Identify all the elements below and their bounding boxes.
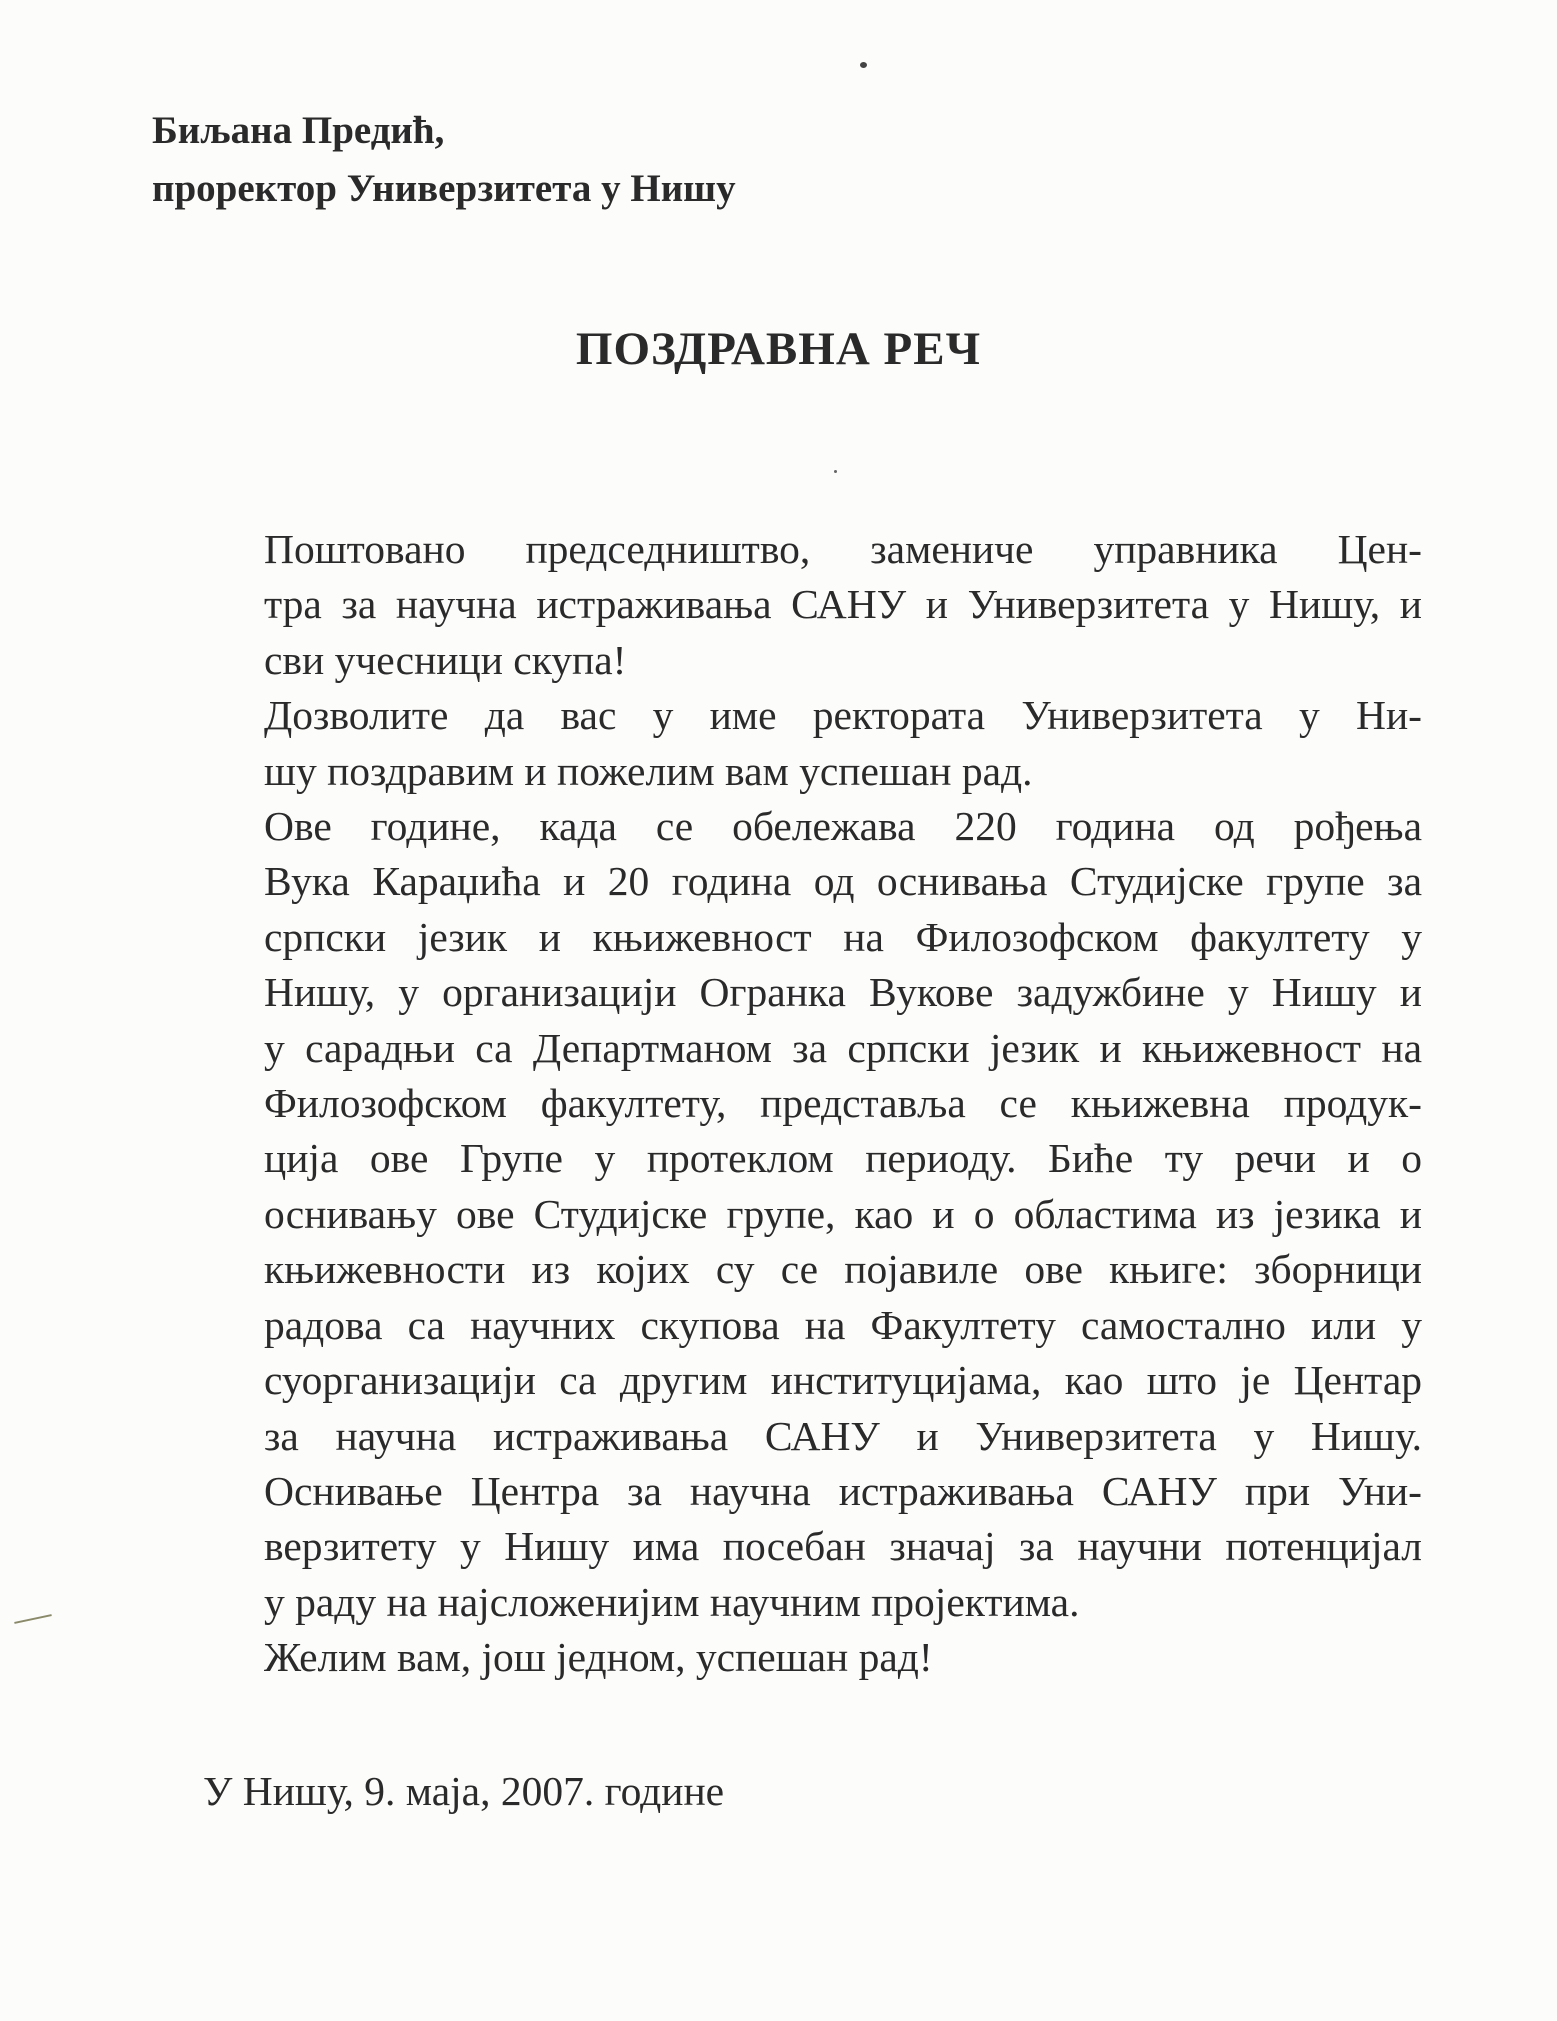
scan-mark xyxy=(14,1614,52,1624)
body-text xyxy=(148,522,1422,1686)
paragraph-line: Дозволите да вас у име ректората Универзитета у Ни- xyxy=(264,692,1422,739)
paragraph-line: у сарадњи са Департманом за српски језик и књижевност на xyxy=(264,1024,1422,1071)
paragraph-line: Ове године, када се обележава 220 година од рођења xyxy=(264,803,1422,850)
closing-line: У Нишу, 9. маја, 2007. године xyxy=(203,1768,725,1814)
paragraph-line: Филозофском факултету, представља се књижевна продук- xyxy=(264,1080,1422,1127)
paragraph-line: верзитету у Нишу има посебан значај за научни потенцијал xyxy=(264,1523,1422,1570)
paragraph-line: суорганизацији са другим институцијама, као што је Центар xyxy=(264,1357,1422,1404)
paragraph-line: Нишу, у организацији Огранка Вукове задужбине у Нишу и xyxy=(264,969,1422,1016)
paragraph-line: Вука Караџића и 20 година од оснивања Студијске групе за xyxy=(264,858,1422,905)
paragraph xyxy=(148,799,1422,1630)
author-name: Биљана Предић, xyxy=(152,109,445,152)
paragraph-line: оснивању ове Студијске групе, као и о областима из језика и xyxy=(264,1190,1422,1237)
paragraph xyxy=(148,1630,1422,1685)
paragraph-line: Желим вам, још једном, успешан рад! xyxy=(264,1634,933,1681)
paragraph xyxy=(148,522,1422,688)
paragraph xyxy=(148,688,1422,799)
page-title: ПОЗДРАВНА РЕЧ xyxy=(575,323,982,375)
paragraph-line: српски језик и књижевност на Филозофском факултету у xyxy=(264,913,1422,960)
paragraph-line: тра за научна истраживања САНУ и Универзитета у Нишу, и xyxy=(264,581,1422,628)
paragraph-line: књижевности из којих су се појавиле ове књиге: зборници xyxy=(264,1246,1422,1293)
paragraph-line: Поштовано председништво, замениче управника Цен- xyxy=(264,526,1422,572)
paragraph-line: Оснивање Центра за научна истраживања САНУ при Уни- xyxy=(264,1467,1422,1514)
author-role: проректор Универзитета у Нишу xyxy=(152,167,736,210)
paragraph-line: за научна истраживања САНУ и Универзитета у Нишу. xyxy=(264,1412,1422,1459)
paragraph-line: шу поздравим и пожелим вам успешан рад. xyxy=(264,747,1033,794)
scan-dot xyxy=(834,470,837,473)
paragraph-line: радова са научних скупова на Факултету самостално или у xyxy=(264,1301,1422,1348)
paragraph-line: ција ове Групе у протеклом периоду. Биће ту речи и о xyxy=(264,1135,1422,1182)
paragraph-line: сви учесници скупа! xyxy=(264,636,627,683)
paragraph-line: у раду на најсложенијим научним пројектима. xyxy=(264,1578,1080,1625)
scan-dot xyxy=(860,62,867,68)
